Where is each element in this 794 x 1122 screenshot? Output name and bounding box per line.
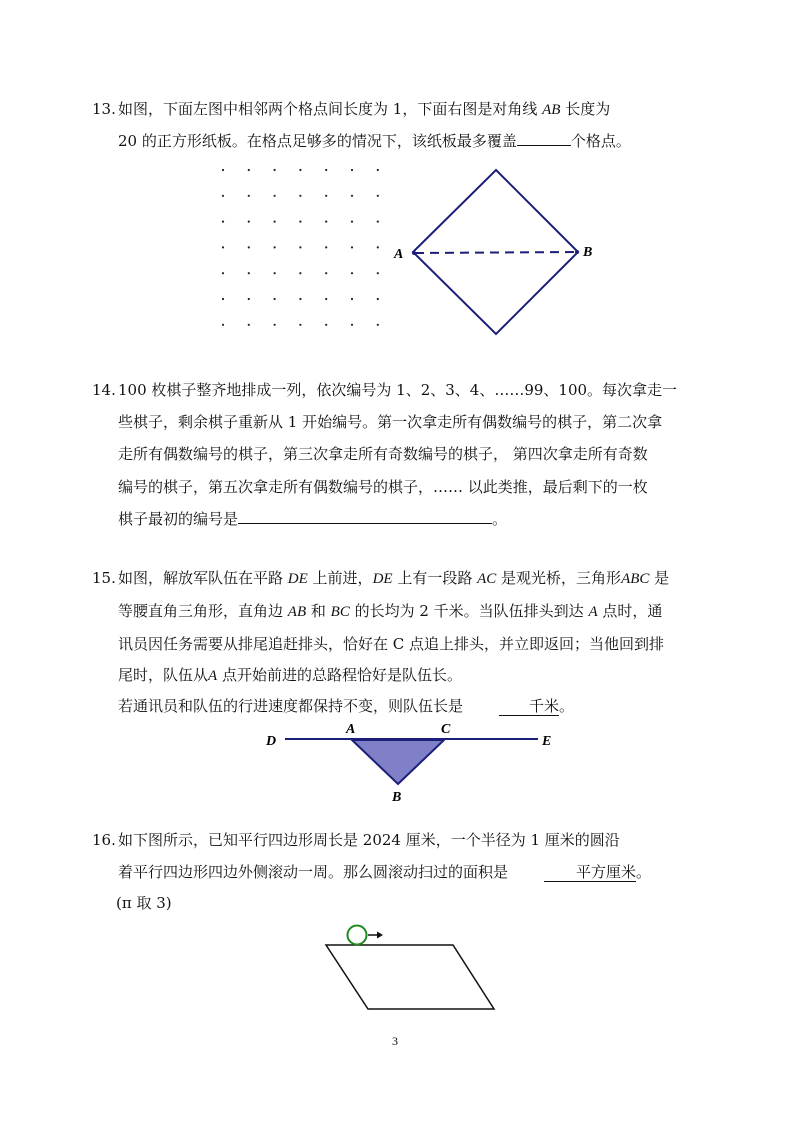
q16-answer-unit: 平方厘米 — [544, 863, 636, 882]
q13-number: 13. — [92, 100, 116, 118]
grid-dot — [377, 195, 379, 197]
grid-dot — [377, 272, 379, 274]
q14-text: 棋子最初的编号是 — [118, 510, 239, 528]
q15-var-ac: AC — [477, 571, 497, 587]
q15-var-a: A — [588, 604, 598, 620]
q15-var-de: DE — [287, 571, 308, 587]
q15-line-4 — [118, 665, 462, 686]
grid-dot — [222, 272, 224, 274]
grid-dot — [248, 221, 250, 223]
label-b: B — [583, 245, 593, 260]
q15-line-3: 讯员因任务需要从排尾追赶排头，恰好在 C 点追上排头，并立即返回；当他回到排 — [118, 635, 665, 653]
q15-var-bc: BC — [330, 604, 350, 620]
grid-dot — [248, 272, 250, 274]
grid-dot — [274, 272, 276, 274]
q15-var-de: DE — [372, 571, 393, 587]
q15-text: 是 — [649, 569, 670, 587]
grid-dot — [222, 195, 224, 197]
grid-dot — [222, 169, 224, 171]
point-a-marker — [412, 251, 416, 255]
grid-dot — [299, 298, 301, 300]
triangle-abc — [352, 740, 444, 784]
grid-dot — [222, 298, 224, 300]
q15-text: 和 — [306, 602, 331, 620]
q15-text: 如图，解放军队伍在平路 — [118, 569, 288, 587]
label-a: A — [346, 722, 356, 737]
q15-line-1 — [118, 568, 669, 589]
q14-line-1: 100 枚棋子整齐地排成一列，依次编号为 1、2、3、4、……99、100。每次拿走一 — [118, 381, 678, 399]
q14-line-3: 走所有偶数编号的棋子，第三次拿走所有奇数编号的棋子， 第四次拿走所有奇数 — [118, 445, 648, 463]
grid-dot — [299, 272, 301, 274]
q15-text: 是观光桥，三角形 — [496, 569, 622, 587]
grid-dot — [377, 169, 379, 171]
grid-dot — [222, 324, 224, 326]
arrow-head-icon — [377, 932, 383, 939]
q16-text: 。 — [636, 863, 652, 881]
grid-dot — [222, 221, 224, 223]
grid-dot — [351, 298, 353, 300]
q14-answer-blank[interactable] — [238, 509, 492, 524]
grid-dot — [377, 298, 379, 300]
grid-dot — [351, 169, 353, 171]
grid-dot — [325, 272, 327, 274]
grid-dot — [248, 195, 250, 197]
grid-dot — [274, 298, 276, 300]
q14-line-2: 些棋子，剩余棋子重新从 1 开始编号。第一次拿走所有偶数编号的棋子，第二次拿 — [118, 413, 663, 431]
grid-dot — [325, 324, 327, 326]
q15-line-2 — [118, 601, 662, 622]
q16-line-2 — [118, 862, 651, 882]
label-e: E — [542, 734, 552, 749]
q15-line-5 — [118, 696, 574, 716]
point-b-marker — [575, 250, 579, 254]
q15-var-a: A — [208, 668, 218, 684]
label-b: B — [392, 790, 402, 805]
grid-dot — [274, 169, 276, 171]
grid-dot — [248, 298, 250, 300]
q15-text: 尾时，队伍从 — [118, 666, 209, 684]
q15-number: 15. — [92, 569, 116, 587]
q15-text: 上前进， — [307, 569, 373, 587]
grid-dot — [299, 195, 301, 197]
grid-dot — [325, 298, 327, 300]
q15-text: 。 — [559, 697, 575, 715]
grid-dot — [377, 246, 379, 248]
grid-dot — [351, 195, 353, 197]
q15-var-ab: AB — [287, 604, 307, 620]
grid-dot — [377, 324, 379, 326]
page-number: 3 — [392, 1034, 398, 1048]
q16-text: 着平行四边形四边外侧滚动一周。那么圆滚动扫过的面积是 — [118, 863, 509, 881]
grid-dot — [351, 246, 353, 248]
square-board — [413, 170, 578, 334]
rolling-circle — [348, 926, 367, 945]
q13-line-1 — [118, 99, 610, 120]
q15-text: 点时，通 — [597, 602, 663, 620]
grid-dot — [351, 221, 353, 223]
grid-dot — [299, 169, 301, 171]
grid-dot — [299, 221, 301, 223]
q15-text: 点开始前进的总路程恰好是队伍长。 — [217, 666, 462, 684]
q15-var-abc: ABC — [621, 571, 650, 587]
grid-dot — [325, 169, 327, 171]
parallelogram — [326, 945, 494, 1009]
q16-line-3: (π 取 3) — [116, 894, 172, 912]
q13-answer-blank[interactable] — [517, 131, 571, 146]
q13-line-2 — [118, 131, 631, 151]
grid-dot — [351, 324, 353, 326]
grid-dot — [325, 221, 327, 223]
q15-text: 等腰直角三角形，直角边 — [118, 602, 288, 620]
q14-line-4: 编号的棋子，第五次拿走所有偶数编号的棋子，…… 以此类推，最后剩下的一枚 — [118, 478, 648, 496]
grid-dot — [222, 246, 224, 248]
label-d: D — [266, 734, 277, 749]
q15-text: 上有一段路 — [392, 569, 478, 587]
grid-dot — [274, 246, 276, 248]
q16-line-1: 如下图所示，已知平行四边形周长是 2024 厘米，一个半径为 1 厘米的圆沿 — [118, 831, 620, 849]
q13-text: 如图，下面左图中相邻两个格点间长度为 1，下面右图是对角线 — [118, 100, 543, 118]
grid-dot — [299, 246, 301, 248]
q14-number: 14. — [92, 381, 116, 399]
q16-number: 16. — [92, 831, 116, 849]
grid-dot — [248, 246, 250, 248]
q13-ab-var: AB — [542, 102, 561, 118]
q15-text: 若通讯员和队伍的行进速度都保持不变，则队伍长是 — [118, 697, 464, 715]
grid-dot — [325, 195, 327, 197]
q13-text: 20 的正方形纸板。在格点足够多的情况下，该纸板最多覆盖 — [118, 132, 517, 150]
grid-dot — [351, 272, 353, 274]
grid-dot — [274, 221, 276, 223]
q15-answer-unit: 千米 — [499, 697, 559, 716]
q14-text: 。 — [492, 510, 508, 528]
grid-dot — [274, 324, 276, 326]
grid-dot — [325, 246, 327, 248]
grid-dot — [377, 221, 379, 223]
label-c: C — [441, 722, 451, 737]
q15-text: 的长均为 2 千米。当队伍排头到达 — [349, 602, 589, 620]
grid-dot — [274, 195, 276, 197]
grid-dot — [299, 324, 301, 326]
label-a: A — [394, 247, 404, 262]
q13-text: 长度为 — [560, 100, 611, 118]
grid-dot — [248, 169, 250, 171]
q14-line-5 — [118, 509, 507, 529]
q13-text: 个格点。 — [570, 132, 631, 150]
diagonal-ab — [415, 252, 576, 253]
grid-dot — [248, 324, 250, 326]
